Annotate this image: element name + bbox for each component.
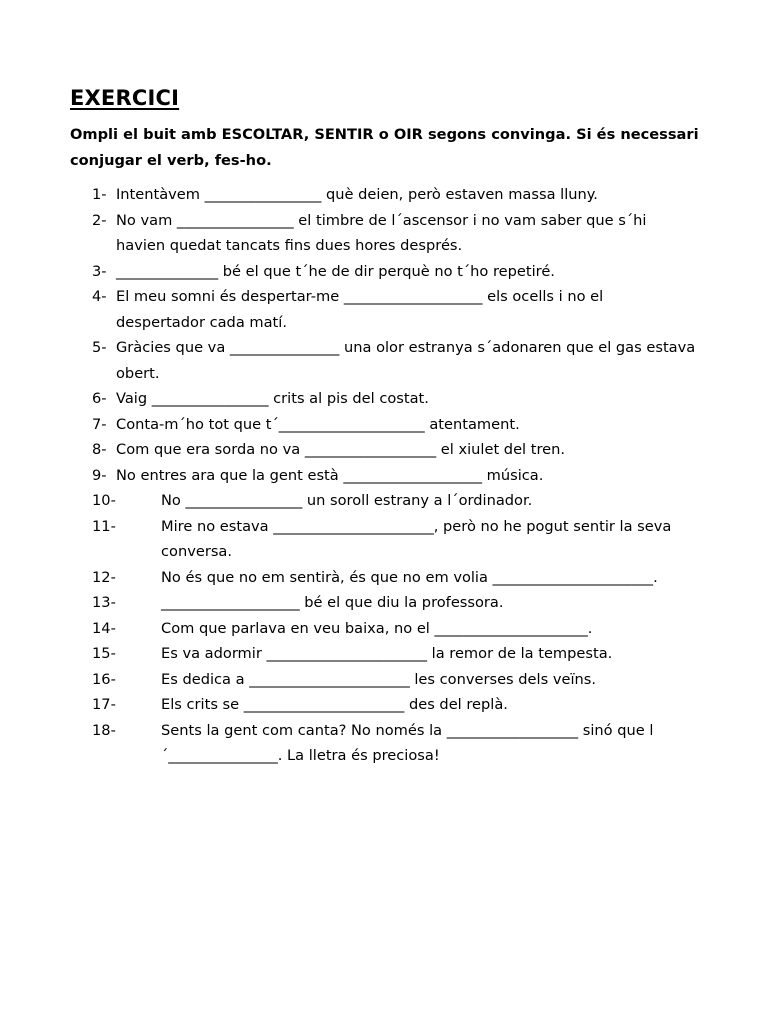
list-item — [0, 616, 720, 642]
list-item — [0, 412, 720, 438]
item-number: 4- — [92, 288, 107, 305]
item-text: El meu somni és despertar-me ___________________ els ocells i no el despertador cada matí. — [116, 288, 604, 331]
item-number: 18- — [92, 721, 116, 739]
item-number: 10- — [92, 492, 116, 509]
list-item — [0, 182, 720, 208]
item-text-content: Els crits se ______________________ des del replà. — [161, 696, 508, 713]
list-item — [0, 718, 720, 769]
item-number: 9- — [92, 466, 107, 484]
item-number: 5- — [92, 339, 107, 356]
item-text-content: ___________________ bé el que diu la professora. — [161, 594, 504, 611]
item-number: 8- — [92, 441, 107, 458]
item-number: 7- — [92, 415, 107, 433]
item-text-content: Mire no estava ______________________, però no he pogut sentir la seva conversa. — [161, 517, 672, 560]
item-text-content: Com que parlava en veu baixa, no el _____________________. — [161, 619, 593, 637]
list-item — [0, 335, 720, 386]
page-title: EXERCICI — [70, 86, 180, 110]
exercise-list — [0, 182, 720, 769]
item-number: 13- — [92, 594, 116, 611]
item-number: 2- — [92, 211, 107, 229]
item-text: ______________ bé el que t´he de dir perquè no t´ho repetiré. — [116, 262, 555, 280]
instructions: Ompli el buit amb ESCOLTAR, SENTIR o OIR segons convinga. Si és necessari conjugar el verb, fes-ho. — [70, 126, 699, 169]
item-text-content: No ________________ un soroll estrany a l´ordinador. — [161, 492, 533, 509]
list-item — [0, 641, 720, 667]
item-number: 3- — [92, 262, 107, 280]
list-item — [0, 565, 720, 591]
item-number: 12- — [92, 568, 116, 586]
item-number: 6- — [92, 390, 107, 407]
list-item — [0, 208, 720, 259]
item-number: 17- — [92, 696, 116, 713]
item-text-content: No és que no em sentirà, és que no em volia ______________________. — [161, 568, 658, 586]
list-item — [0, 514, 720, 565]
item-text: Conta-m´ho tot que t´____________________ atentament. — [116, 415, 520, 433]
item-number: 16- — [92, 670, 116, 688]
item-text-content: Es dedica a ______________________ les converses dels veïns. — [161, 670, 596, 688]
item-text-content: Es va adormir ______________________ la remor de la tempesta. — [161, 645, 613, 662]
item-text-content: Sents la gent com canta? No només la __________________ sinó que l´_______________. La lletra és preciosa! — [161, 721, 654, 764]
list-item — [0, 590, 720, 616]
item-number: 14- — [92, 619, 116, 637]
list-item — [0, 488, 720, 514]
list-item — [0, 692, 720, 718]
list-item — [0, 463, 720, 489]
list-item — [0, 284, 720, 335]
list-item — [0, 259, 720, 285]
item-text: Gràcies que va _______________ una olor estranya s´adonaren que el gas estava obert. — [116, 339, 696, 382]
item-number: 1- — [92, 186, 107, 203]
list-item — [0, 437, 720, 463]
item-text: Com que era sorda no va __________________ el xiulet del tren. — [116, 441, 566, 458]
item-number: 11- — [92, 517, 116, 535]
item-text: No entres ara que la gent està ___________________ música. — [116, 466, 544, 484]
item-text: No vam ________________ el timbre de l´ascensor i no vam saber que s´hi havien quedat tancats fins dues hores després. — [116, 211, 647, 254]
list-item — [0, 667, 720, 693]
item-text: Intentàvem ________________ què deien, però estaven massa lluny. — [116, 186, 598, 203]
list-item — [0, 386, 720, 412]
item-text: Vaig ________________ crits al pis del costat. — [116, 390, 429, 407]
item-number: 15- — [92, 645, 116, 662]
